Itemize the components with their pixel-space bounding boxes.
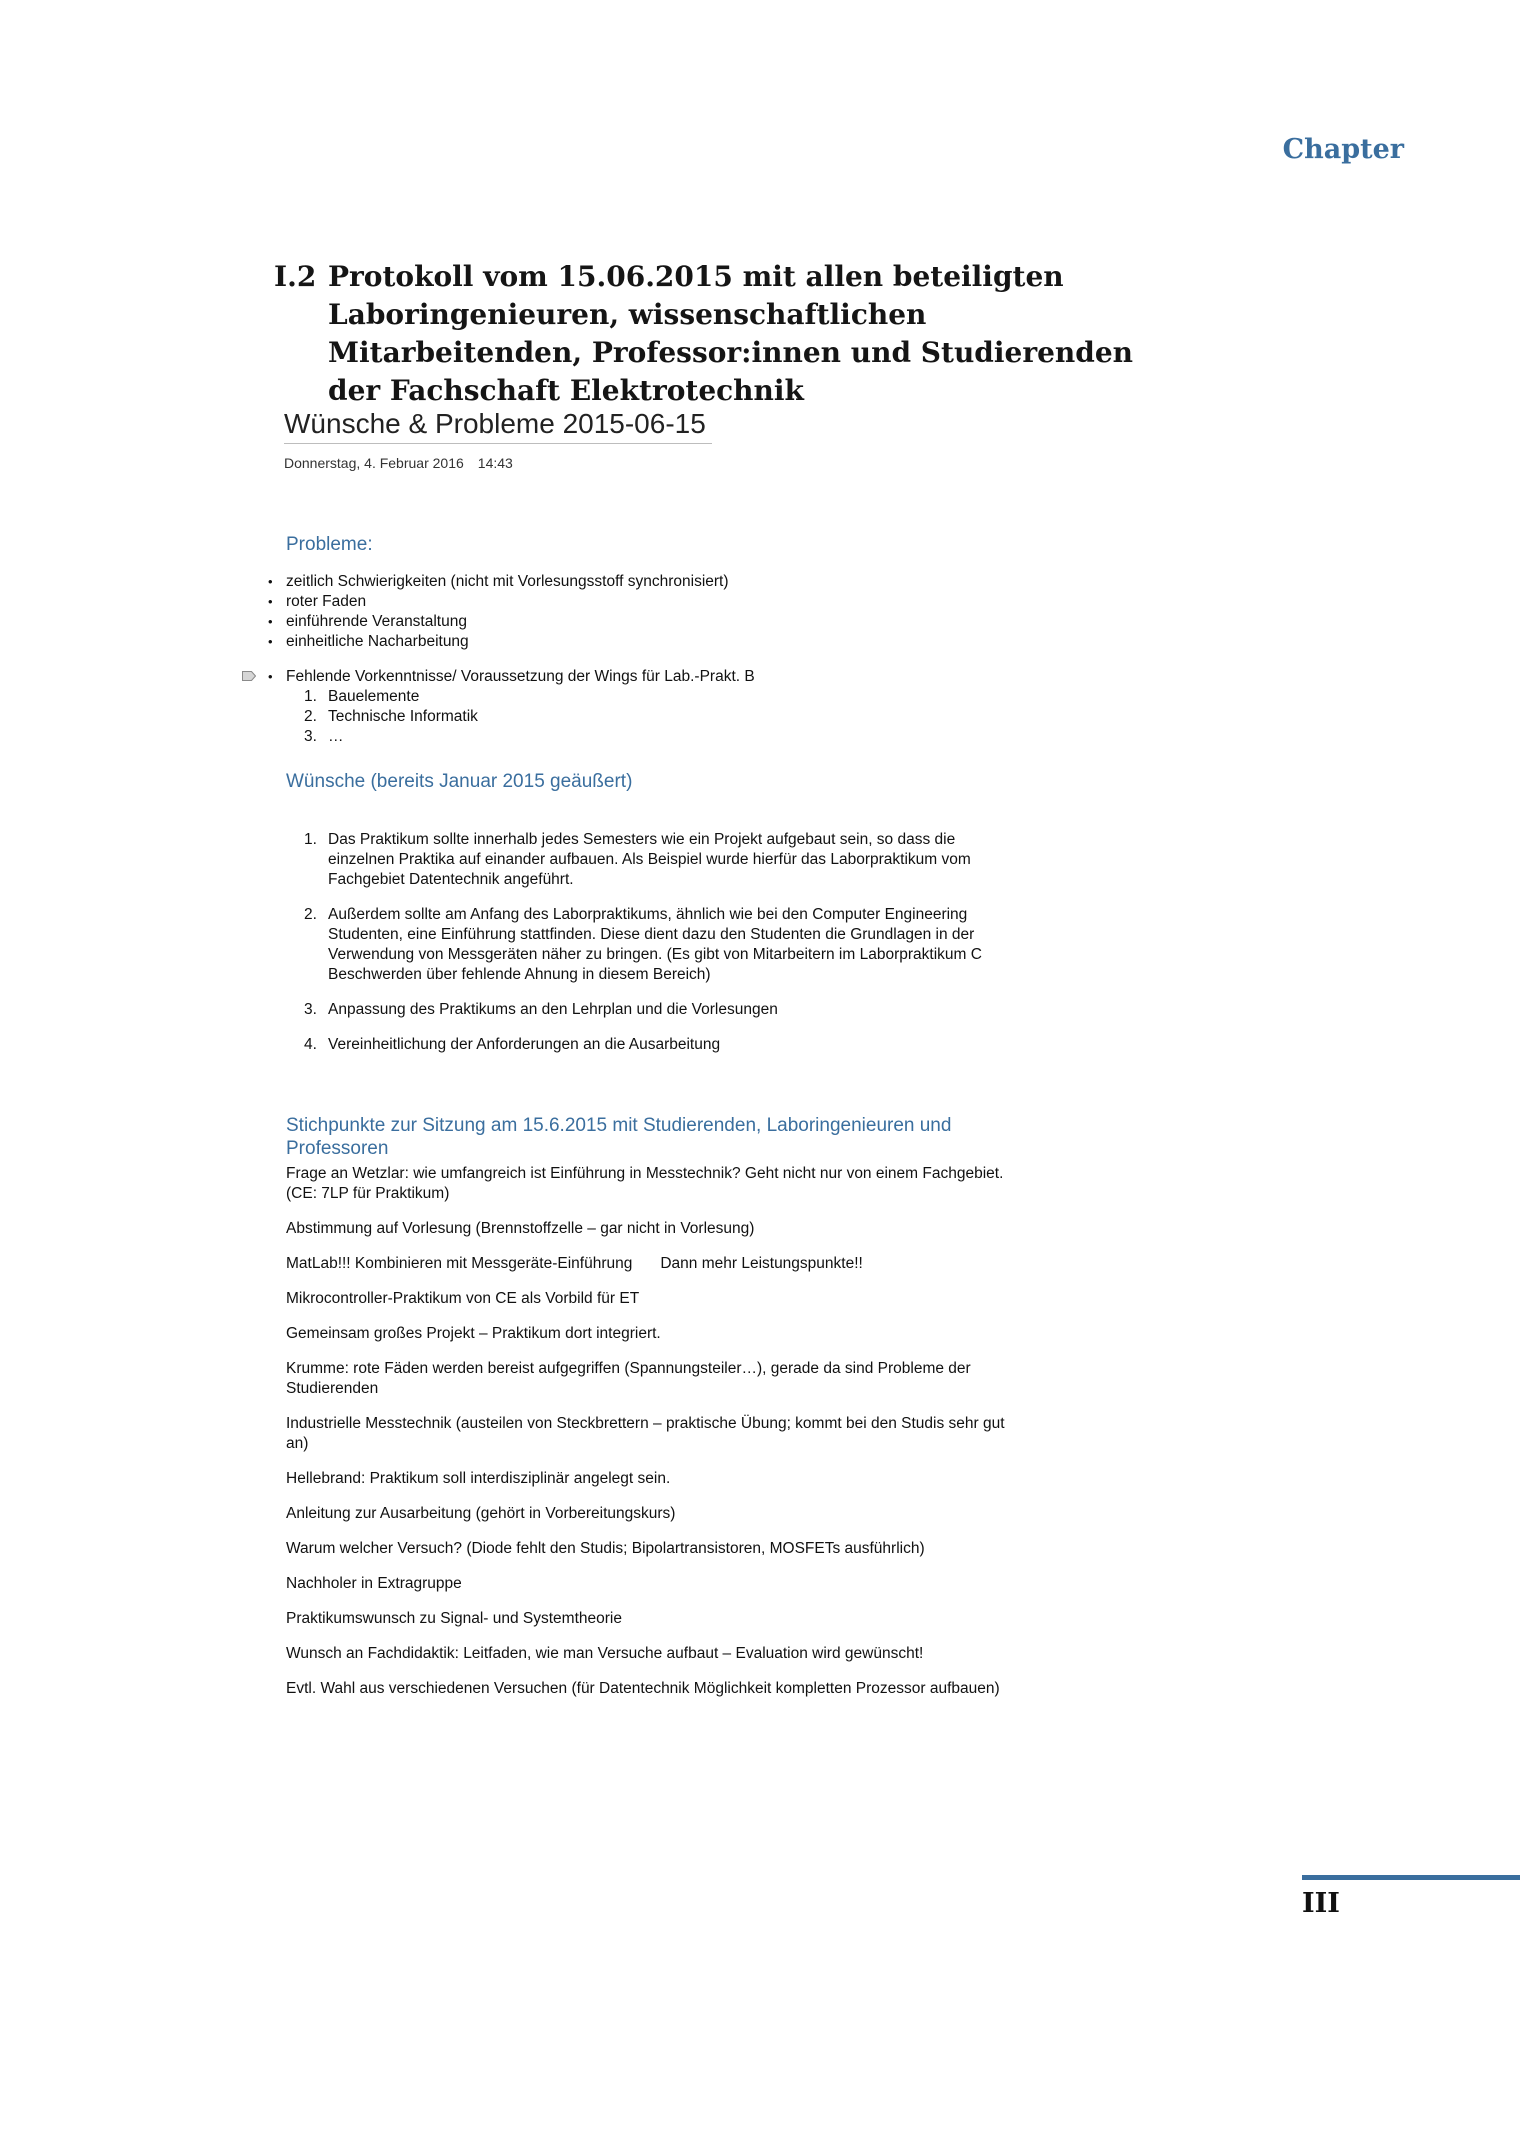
note-paragraph: Evtl. Wahl aus verschiedenen Versuchen (für Datentechnik Möglichkeit kompletten Prozessor aufbauen)	[286, 1680, 1000, 1697]
footer-rule	[1302, 1875, 1520, 1880]
list-item: 3. …	[304, 728, 344, 745]
problems-list	[266, 572, 729, 652]
note-date: Donnerstag, 4. Februar 2016	[284, 455, 464, 471]
flagged-list-item: • Fehlende Vorkenntnisse/ Voraussetzung der Wings für Lab.-Prakt. B	[266, 667, 755, 687]
note-paragraph: Hellebrand: Praktikum soll interdisziplinär angelegt sein.	[286, 1470, 671, 1487]
note-timestamp	[284, 455, 513, 471]
chapter-label: Chapter	[1282, 134, 1404, 165]
note-paragraph: Wunsch an Fachdidaktik: Leitfaden, wie man Versuche aufbaut – Evaluation wird gewünscht!	[286, 1645, 924, 1662]
section-title: Protokoll vom 15.06.2015 mit allen beteiligten Laboringenieuren, wissenschaftlichen Mitarbeitenden, Professor:innen und Studierenden der Fachschaft Elektrotechnik	[328, 260, 1133, 407]
list-item: 4. Vereinheitlichung der Anforderungen an die Ausarbeitung	[304, 1036, 721, 1053]
problems-heading: Probleme:	[286, 534, 373, 555]
note-paragraph: Krumme: rote Fäden werden bereist aufgegriffen (Spannungsteiler…), gerade da sind Probleme der Studierenden	[286, 1360, 971, 1397]
list-item: • einführende Veranstaltung	[266, 612, 729, 632]
note-paragraph: Praktikumswunsch zu Signal- und Systemtheorie	[286, 1610, 622, 1627]
list-item: 2. Technische Informatik	[304, 708, 478, 725]
list-item: 1. Bauelemente	[304, 688, 420, 705]
note-paragraph: Frage an Wetzlar: wie umfangreich ist Einführung in Messtechnik? Geht nicht nur von einem Fachgebiet. (CE: 7LP für Praktikum)	[286, 1165, 1004, 1202]
list-item: • einheitliche Nacharbeitung	[266, 632, 729, 652]
flagged-list	[266, 667, 755, 687]
note-paragraph: Industrielle Messtechnik (austeilen von Steckbrettern – praktische Übung; kommt bei den Studis sehr gut an)	[286, 1415, 1005, 1452]
note-paragraph: Warum welcher Versuch? (Diode fehlt den Studis; Bipolartransistoren, MOSFETs ausführlich)	[286, 1540, 925, 1557]
note-paragraph: Abstimmung auf Vorlesung (Brennstoffzelle – gar nicht in Vorlesung)	[286, 1220, 755, 1237]
problems-sublist	[304, 687, 478, 747]
meeting-notes	[286, 1164, 1016, 1714]
note-paragraph: Mikrocontroller-Praktikum von CE als Vorbild für ET	[286, 1290, 640, 1307]
note-paragraph: MatLab!!! Kombinieren mit Messgeräte-Einführung Dann mehr Leistungspunkte!!	[286, 1255, 863, 1272]
list-item: • zeitlich Schwierigkeiten (nicht mit Vorlesungsstoff synchronisiert)	[266, 572, 729, 592]
tag-flag-icon	[242, 671, 256, 681]
list-item: • roter Faden	[266, 592, 729, 612]
note-paragraph: Gemeinsam großes Projekt – Praktikum dort integriert.	[286, 1325, 661, 1342]
wishes-list	[304, 830, 1024, 1070]
matlab-extra: Dann mehr Leistungspunkte!!	[660, 1255, 863, 1272]
list-item: 2. Außerdem sollte am Anfang des Laborpraktikums, ähnlich wie bei den Computer Engineering Studenten, eine Einführung stattfinden. Diese dient dazu den Studenten die Grundlagen in der Verwendung von Messgeräten näher zu bringen. (Es gibt von Mitarbeitern im Laborpraktikum C Beschwerden über fehlende Ahnung in diesem Bereich)	[304, 906, 982, 983]
note-paragraph: Anleitung zur Ausarbeitung (gehört in Vorbereitungskurs)	[286, 1505, 676, 1522]
section-number: I.2	[274, 260, 317, 293]
list-item: 1. Das Praktikum sollte innerhalb jedes Semesters wie ein Projekt aufgebaut sein, so dass die einzelnen Praktika auf einander aufbauen. Als Beispiel wurde hierfür das Laborpraktikum vom Fachgebiet Datentechnik angeführt.	[304, 831, 971, 888]
note-paragraph: Nachholer in Extragruppe	[286, 1575, 462, 1592]
note-title: Wünsche & Probleme 2015-06-15	[284, 408, 712, 444]
page-number: III	[1302, 1888, 1340, 1919]
section-heading	[274, 258, 1174, 410]
wishes-heading: Wünsche (bereits Januar 2015 geäußert)	[286, 771, 633, 792]
note-time: 14:43	[477, 455, 513, 471]
meeting-heading: Stichpunkte zur Sitzung am 15.6.2015 mit Studierenden, Laboringenieuren und Professoren	[286, 1115, 952, 1159]
list-item: 3. Anpassung des Praktikums an den Lehrplan und die Vorlesungen	[304, 1001, 778, 1018]
